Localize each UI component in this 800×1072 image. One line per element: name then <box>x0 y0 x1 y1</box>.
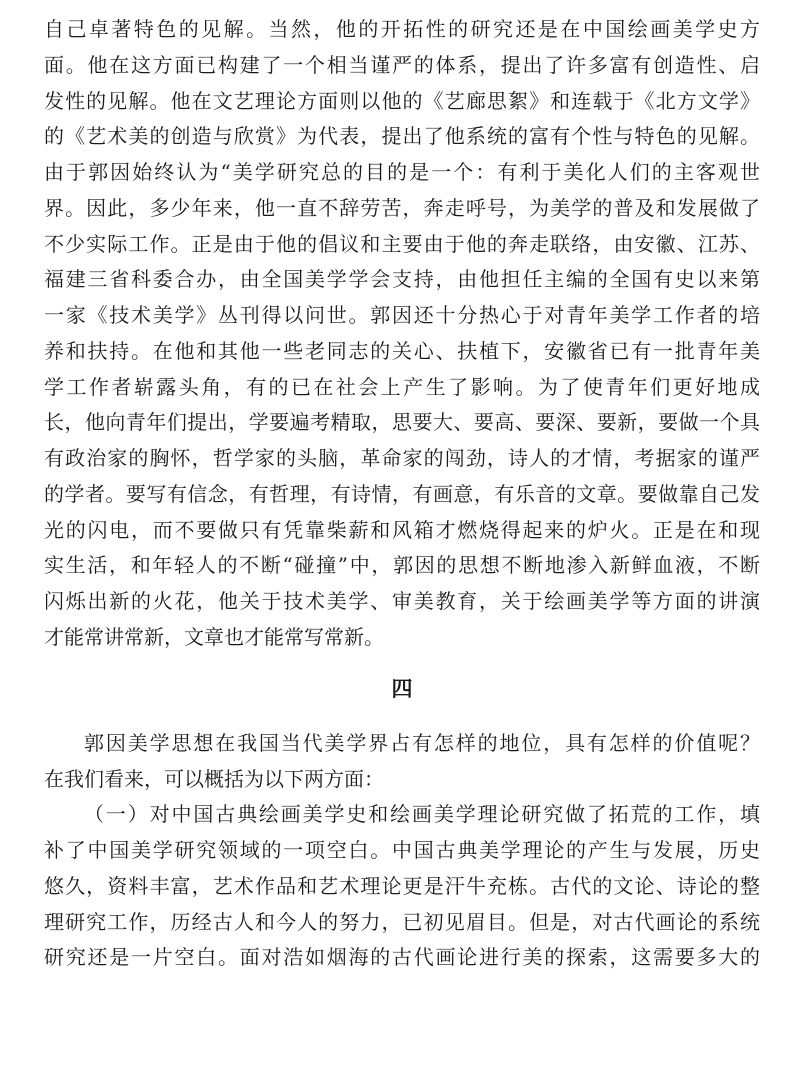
text-line: 郭因美学思想在我国当代美学界占有怎样的地位，具有怎样的价值呢？ <box>84 730 760 755</box>
text-line: 由于郭因始终认为“美学研究总的目的是一个：有利于美化人们的主客观世 <box>44 160 760 184</box>
text-line: 学工作者崭露头角，有的已在社会上产生了影响。为了使青年们更好地成 <box>44 374 760 399</box>
text-line: 研究还是一片空白。面对浩如烟海的古代画论进行美的探索，这需要多大的 <box>44 945 760 970</box>
paragraph-3 <box>44 799 760 972</box>
text-line: 补了中国美学研究领域的一项空白。中国古典美学理论的产生与发展，历史 <box>44 838 760 862</box>
text-line: 的《艺术美的创造与欣赏》为代表，提出了他系统的富有个性与特色的见解。 <box>44 124 760 149</box>
book-page <box>44 14 760 978</box>
text-line: 不少实际工作。正是由于他的倡议和主要由于他的奔走联络，由安徽、江苏、 <box>44 231 760 256</box>
section-heading: 四 <box>391 675 413 701</box>
paragraph-1 <box>44 14 760 652</box>
text-line: 闪烁出新的火花，他关于技术美学、审美教育，关于绘画美学等方面的讲演 <box>44 589 760 613</box>
text-line: 才能常讲常新，文章也才能常写常新。 <box>44 624 384 649</box>
text-line: 的学者。要写有信念，有哲理，有诗情，有画意，有乐音的文章。要做靠自己发 <box>44 481 760 506</box>
text-line: 界。因此，多少年来，他一直不辞劳苦，奔走呼号，为美学的普及和发展做了 <box>44 195 760 220</box>
text-line: 悠久，资料丰富，艺术作品和艺术理论更是汗牛充栋。古代的文论、诗论的整 <box>44 873 760 898</box>
text-line: 有政治家的胸怀，哲学家的头脑，革命家的闯劲，诗人的才情，考据家的谨严 <box>44 446 760 470</box>
text-line: 长，他向青年们提出，学要遍考精取，思要大、要高、要深、要新，要做一个具 <box>44 410 760 435</box>
text-line: 自己卓著特色的见解。当然，他的开拓性的研究还是在中国绘画美学史方 <box>44 17 760 41</box>
paragraph-2 <box>44 728 760 794</box>
text-line: 面。他在这方面已构建了一个相当谨严的体系，提出了许多富有创造性、启 <box>44 52 760 77</box>
text-line: 一家《技术美学》丛刊得以问世。郭因还十分热心于对青年美学工作者的培 <box>44 303 760 327</box>
text-line: 光的闪电，而不要做只有凭靠柴薪和风箱才燃烧得起来的炉火。正是在和现 <box>44 517 760 542</box>
text-line: 发性的见解。他在文艺理论方面则以他的《艺廊思絮》和连载于《北方文学》 <box>44 88 760 113</box>
text-line: 理研究工作，历经古人和今人的努力，已初见眉目。但是，对古代画论的系统 <box>44 909 760 934</box>
text-line: 实生活，和年轻人的不断“碰撞”中，郭因的思想不断地渗入新鲜血液，不断 <box>44 553 760 578</box>
text-line: 在我们看来，可以概括为以下两方面： <box>44 766 384 791</box>
text-line: 福建三省科委合办，由全国美学学会支持，由他担任主编的全国有史以来第 <box>44 267 760 292</box>
text-line: 养和扶持。在他和其他一些老同志的关心、扶植下，安徽省已有一批青年美 <box>44 338 760 363</box>
text-line: （一）对中国古典绘画美学史和绘画美学理论研究做了拓荒的工作，填 <box>84 802 760 827</box>
